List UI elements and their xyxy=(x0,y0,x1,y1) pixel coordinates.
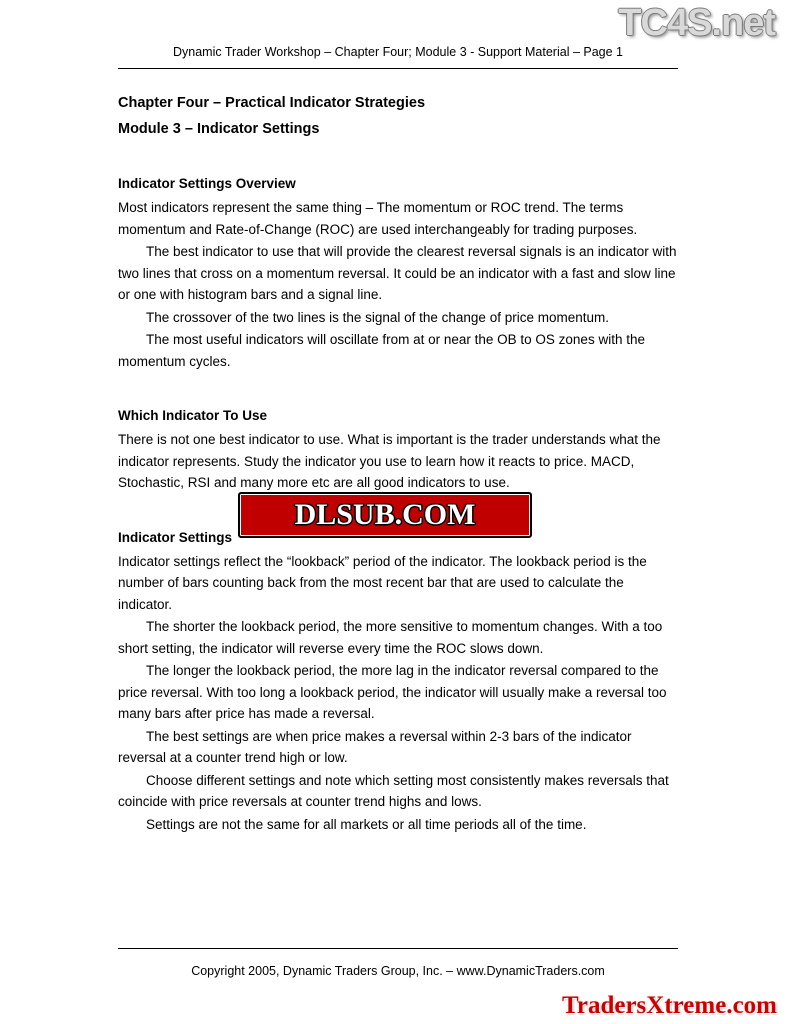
paragraph: The best indicator to use that will provide the clearest reversal signals is an indicator with two lines that cross on a momentum reversal. It could be an indicator with a fast and slow line or one with histogram bars and a signal line. xyxy=(118,244,677,302)
paragraph: The shorter the lookback period, the more sensitive to momentum changes. With a too short setting, the indicator will reverse every time the ROC slows down. xyxy=(118,619,663,656)
watermark-tc4s: TC4S.net xyxy=(618,2,775,44)
section-heading-which-indicator: Which Indicator To Use xyxy=(118,408,268,423)
paragraph: Most indicators represent the same thing – The momentum or ROC trend. The terms momentum and Rate-of-Change (ROC) are used interchangeably for trading purposes. xyxy=(118,200,638,237)
paragraph: The crossover of the two lines is the signal of the change of price momentum. xyxy=(146,309,609,325)
header-divider xyxy=(118,68,678,69)
section-heading-indicator-settings: Indicator Settings xyxy=(118,529,233,545)
footer-divider xyxy=(118,948,678,949)
paragraph: There is not one best indicator to use. What is important is the trader understands what the indicator represents. Study the indicator you use to learn how it reacts to price. MACD, Stochastic, RSI and many more etc are all good indicators to use. xyxy=(118,432,661,490)
paragraph: The longer the lookback period, the more lag in the indicator reversal compared to the price reversal. With too long a lookback period, the indicator will usually make a reversal too many bars after price has made a reversal. xyxy=(118,663,667,721)
watermark-dlsub-text: DLSUB.COM xyxy=(294,498,476,531)
paragraph: The most useful indicators will oscillate from at or near the OB to OS zones with the momentum cycles. xyxy=(118,332,645,369)
paragraph: Indicator settings reflect the “lookback” period of the indicator. The lookback period is the number of bars counting back from the most recent bar that are used to calculate the indicator. xyxy=(118,553,647,612)
paragraph: Settings are not the same for all markets or all time periods all of the time. xyxy=(146,816,587,832)
watermark-tradersxtreme: TradersXtreme.com xyxy=(562,992,777,1019)
watermark-dlsub xyxy=(238,492,532,538)
chapter-title: Chapter Four – Practical Indicator Strategies xyxy=(118,95,426,111)
page-footer: Copyright 2005, Dynamic Traders Group, Inc. – www.DynamicTraders.com xyxy=(191,964,605,978)
section-heading-overview: Indicator Settings Overview xyxy=(118,176,296,191)
page-header: Dynamic Trader Workshop – Chapter Four; Module 3 - Support Material – Page 1 xyxy=(173,45,623,59)
paragraph: Choose different settings and note which setting most consistently makes reversals that coincide with price reversals at counter trend highs and lows. xyxy=(118,772,669,809)
document-body xyxy=(118,90,678,835)
paragraph: The best settings are when price makes a reversal within 2-3 bars of the indicator reversal at a counter trend high or low. xyxy=(118,728,632,765)
module-title: Module 3 – Indicator Settings xyxy=(118,121,320,137)
